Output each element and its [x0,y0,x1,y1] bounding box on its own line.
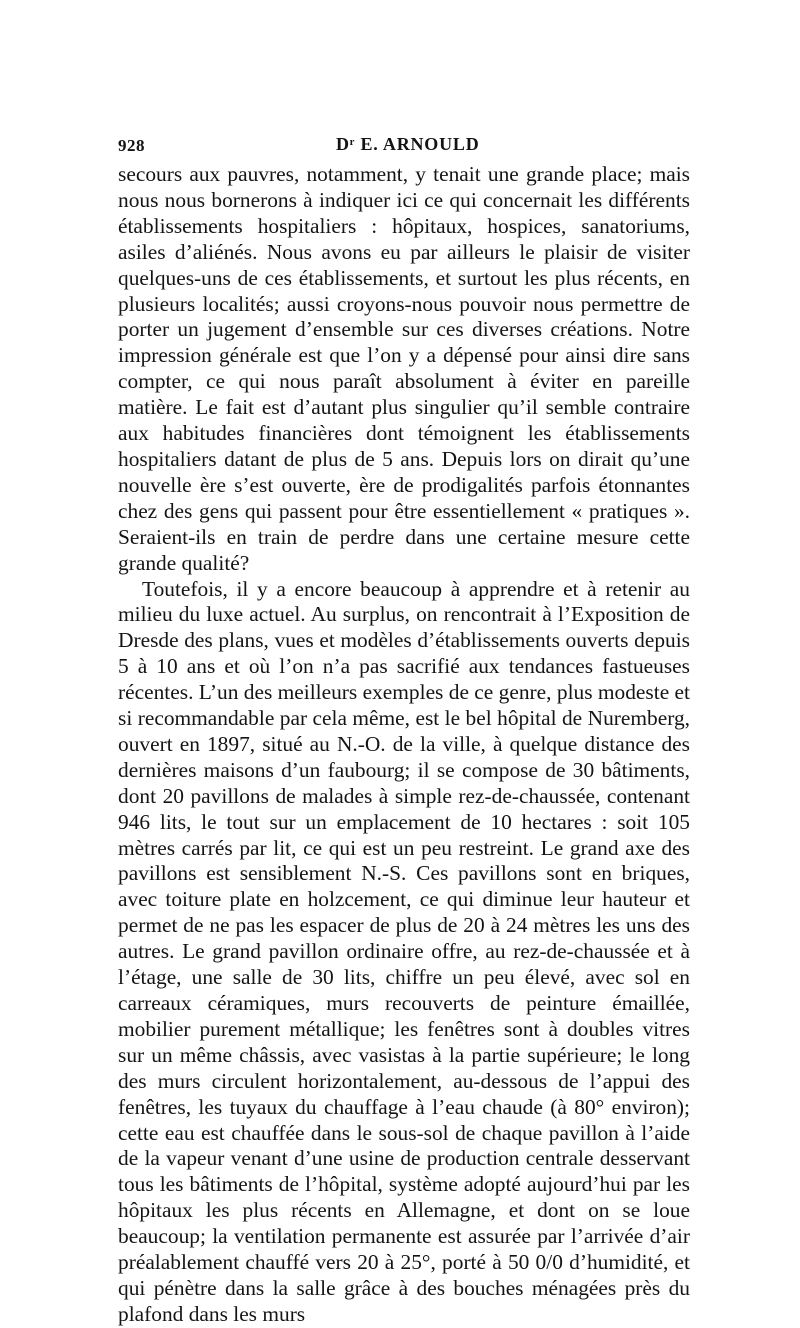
paragraph-nuremberg-hospital: Toutefois, il y a encore beaucoup à apprendre et à retenir au milieu du luxe actuel. Au surplus, on rencontrait à l’Exposition de Dresde des plans, vues et modèles d’établissements ouverts depuis 5 à 10 ans et où l’on n’a pas sacrifié aux tendances fastueuses récentes. L’un des meilleurs exemples de ce genre, plus modeste et si recommandable par cela même, est le bel hôpital de Nuremberg, ouvert en 1897, situé au N.-O. de la ville, à quelque distance des dernières maisons d’un faubourg; il se compose de 30 bâtiments, dont 20 pavillons de malades à simple rez-de-chaussée, contenant 946 lits, le tout sur un emplacement de 10 hectares : soit 105 mètres carrés par lit, ce qui est un peu restreint. Le grand axe des pavillons est sensiblement N.-S. Ces pavillons sont en briques, avec toiture plate en holzcement, ce qui diminue leur hauteur et permet de ne pas les espacer de plus de 20 à 24 mètres les uns des autres. Le grand pavillon ordinaire offre, au rez-de-chaussée et à l’étage, une salle de 30 lits, chiffre un peu élevé, avec sol en carreaux céramiques, murs recouverts de peinture émaillée, mobilier purement métallique; les fenêtres sont à doubles vitres sur un même châssis, avec vasistas à la partie supérieure; le long des murs circulent horizontalement, au-dessous de l’appui des fenêtres, les tuyaux du chauffage à l’eau chaude (à 80° environ); cette eau est chauffée dans le sous-sol de chaque pavillon à l’aide de la vapeur venant d’une usine de production centrale desservant tous les bâtiments de l’hôpital, système adopté aujourd’hui par les hôpitaux les plus récents en Allemagne, et dont on se loue beaucoup; la ventilation permanente est assurée par l’arrivée d’air préalablement chauffé vers 20 à 25°, porté à 50 0/0 d’humidité, et qui pénètre dans la salle grâce à des bouches ménagées près du plafond dans les murs [118,576,690,1326]
book-page [118,128,690,1328]
paragraph-continued: secours aux pauvres, notamment, y tenait une grande place; mais nous nous bornerons à indiquer ici ce qui concernait les différents établissements hospitaliers : hôpitaux, hospices, sanatoriums, asiles d’aliénés. Nous avons eu par ailleurs le plaisir de visiter quelques-uns de ces établissements, et surtout les plus récents, en plusieurs localités; aussi croyons-nous pouvoir nous permettre de porter un jugement d’ensemble sur ces diverses créations. Notre impression générale est que l’on y a dépensé pour ainsi dire sans compter, ce qui nous paraît absolument à éviter en pareille matière. Le fait est d’autant plus singulier qu’il semble contraire aux habitudes financières dont témoignent les établissements hospitaliers datant de plus de 5 ans. Depuis lors on dirait qu’une nouvelle ère s’est ouverte, ère de prodigalités parfois étonnantes chez des gens qui passent pour être essentiellement « pratiques ». Seraient-ils en train de perdre dans une certaine mesure cette grande qualité? [118,162,690,575]
body-text [118,162,690,1328]
running-title: Dʳ E. ARNOULD [336,134,480,154]
page-number: 928 [118,136,145,155]
running-head [118,128,690,162]
